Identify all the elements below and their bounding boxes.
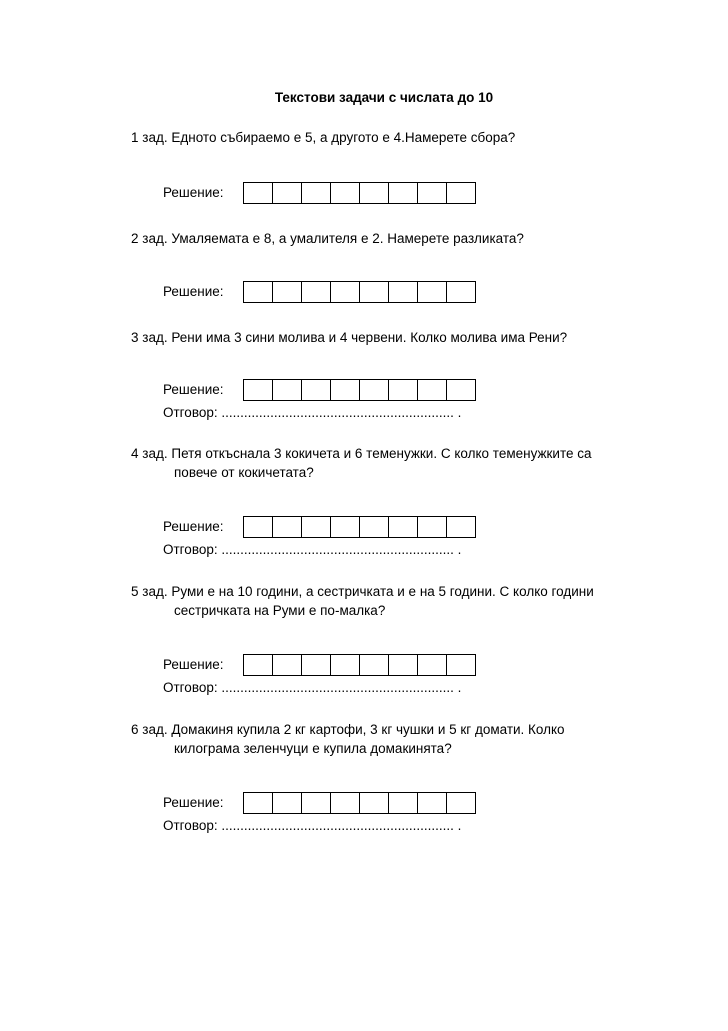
- solution-cell[interactable]: [244, 654, 273, 676]
- page-title: Текстови задачи с числата до 10: [274, 90, 494, 105]
- solution-cell[interactable]: [447, 182, 476, 204]
- solution-cell[interactable]: [389, 516, 418, 538]
- solution-cell[interactable]: [418, 516, 447, 538]
- solution-grid: [243, 516, 476, 538]
- solution-grid: [243, 281, 476, 303]
- solution-grid: [243, 182, 476, 204]
- solution-grid: [243, 379, 476, 401]
- solution-cell[interactable]: [331, 654, 360, 676]
- solution-cell[interactable]: [360, 516, 389, 538]
- solution-grid: [243, 654, 476, 676]
- solution-cell[interactable]: [418, 281, 447, 303]
- solution-cell[interactable]: [389, 379, 418, 401]
- task-2: [131, 229, 691, 248]
- task-4-text: [131, 444, 691, 463]
- solution-cell[interactable]: [302, 516, 331, 538]
- solution-cell[interactable]: [331, 281, 360, 303]
- task-3: [131, 328, 691, 347]
- solution-cell[interactable]: [360, 379, 389, 401]
- task-5-line2: сестричката на Руми е по-малка?: [174, 603, 386, 618]
- solution-grid: [243, 792, 476, 814]
- solution-cell[interactable]: [273, 654, 302, 676]
- task-1-text: [131, 128, 691, 147]
- task-6-answer[interactable]: Отговор: .............................................................. .: [163, 818, 462, 833]
- task-5-number: 5 зад.: [131, 584, 168, 599]
- solution-cell[interactable]: [302, 281, 331, 303]
- solution-cell[interactable]: [273, 182, 302, 204]
- task-4-answer[interactable]: Отговор: .............................................................. .: [163, 542, 462, 557]
- task-5: [131, 582, 691, 620]
- task-2-number: 2 зад.: [131, 231, 168, 246]
- task-4: [131, 444, 691, 482]
- solution-cell[interactable]: [418, 792, 447, 814]
- solution-cell[interactable]: [302, 654, 331, 676]
- solution-cell[interactable]: [360, 281, 389, 303]
- solution-cell[interactable]: [244, 516, 273, 538]
- task-5-answer[interactable]: Отговор: .............................................................. .: [163, 680, 462, 695]
- solution-cell[interactable]: [244, 182, 273, 204]
- solution-cell[interactable]: [418, 654, 447, 676]
- task-6-line1: Домакиня купила 2 кг картофи, 3 кг чушки и 5 кг домати. Колко: [171, 722, 565, 737]
- solution-cell[interactable]: [273, 516, 302, 538]
- task-3-line1: Рени има 3 сини молива и 4 червени. Колко молива има Рени?: [171, 330, 568, 345]
- task-4-line2: повече от кокичетата?: [174, 465, 314, 480]
- solution-cell[interactable]: [389, 654, 418, 676]
- task-3-answer[interactable]: Отговор: .............................................................. .: [163, 405, 462, 420]
- task-4-number: 4 зад.: [131, 446, 168, 461]
- solution-label: Решение:: [163, 382, 224, 397]
- task-5-line1: Руми е на 10 години, а сестричката и е на 5 години. С колко години: [171, 584, 594, 599]
- solution-cell[interactable]: [360, 182, 389, 204]
- solution-cell[interactable]: [302, 792, 331, 814]
- solution-label: Решение:: [163, 185, 224, 200]
- solution-cell[interactable]: [447, 654, 476, 676]
- task-4-line1: Петя откъснала 3 кокичета и 6 теменужки. С колко теменужките са: [171, 446, 592, 461]
- solution-cell[interactable]: [360, 792, 389, 814]
- solution-cell[interactable]: [244, 281, 273, 303]
- task-6-line2: килограма зеленчуци е купила домакинята?: [174, 741, 452, 756]
- solution-cell[interactable]: [331, 379, 360, 401]
- task-6-number: 6 зад.: [131, 722, 168, 737]
- solution-label: Решение:: [163, 284, 224, 299]
- task-5-text: [131, 582, 691, 601]
- solution-cell[interactable]: [389, 281, 418, 303]
- solution-cell[interactable]: [331, 792, 360, 814]
- solution-label: Решение:: [163, 519, 224, 534]
- task-6-text: [131, 720, 691, 739]
- solution-cell[interactable]: [418, 379, 447, 401]
- solution-cell[interactable]: [447, 516, 476, 538]
- solution-cell[interactable]: [302, 182, 331, 204]
- solution-cell[interactable]: [389, 182, 418, 204]
- task-3-text: [131, 328, 691, 347]
- task-1: [131, 128, 691, 147]
- task-6: [131, 720, 691, 758]
- solution-cell[interactable]: [447, 792, 476, 814]
- solution-label: Решение:: [163, 795, 224, 810]
- solution-cell[interactable]: [273, 281, 302, 303]
- solution-cell[interactable]: [447, 379, 476, 401]
- task-2-text: [131, 229, 691, 248]
- solution-cell[interactable]: [447, 281, 476, 303]
- solution-cell[interactable]: [302, 379, 331, 401]
- solution-cell[interactable]: [331, 516, 360, 538]
- task-1-number: 1 зад.: [131, 130, 168, 145]
- solution-cell[interactable]: [360, 654, 389, 676]
- task-2-line1: Умаляемата е 8, а умалителя е 2. Намерете разликата?: [171, 231, 524, 246]
- solution-cell[interactable]: [418, 182, 447, 204]
- solution-cell[interactable]: [244, 792, 273, 814]
- task-1-line1: Едното събираемо е 5, а другото е 4.Намерете сбора?: [171, 130, 516, 145]
- solution-cell[interactable]: [273, 792, 302, 814]
- solution-cell[interactable]: [389, 792, 418, 814]
- solution-cell[interactable]: [273, 379, 302, 401]
- solution-cell[interactable]: [244, 379, 273, 401]
- task-3-number: 3 зад.: [131, 330, 168, 345]
- solution-cell[interactable]: [331, 182, 360, 204]
- solution-label: Решение:: [163, 657, 224, 672]
